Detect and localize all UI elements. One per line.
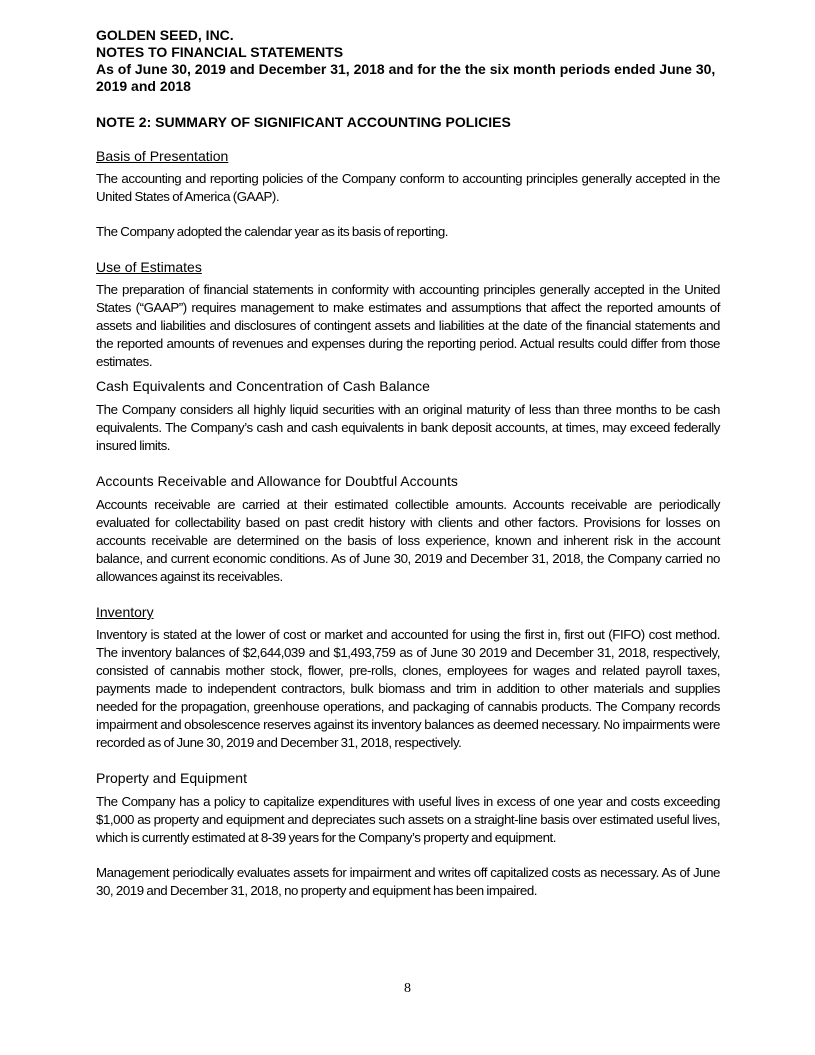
note-title: NOTE 2: SUMMARY OF SIGNIFICANT ACCOUNTING POLICIES [96, 114, 511, 130]
company-name: GOLDEN SEED, INC. [96, 27, 234, 43]
section-heading-estimates: Use of Estimates [96, 259, 202, 275]
section-heading-receivables: Accounts Receivable and Allowance for Doubtful Accounts [96, 473, 458, 489]
paragraph-cash-1: The Company considers all highly liquid securities with an original maturity of less than three months to be cash equivalents. The Company’s cash and cash equivalents in bank deposit accounts, at times, may exceed federally insured limits. [96, 402, 720, 453]
paragraph-receivables-1: Accounts receivable are carried at their estimated collectible amounts. Accounts receivable are periodically evaluated for collectability based on past credit history with clients and other factors. Provisions for losses on accounts receivable are determined on the basis of loss experience, known and inherent risk in the account balance, and current economic conditions. As of June 30, 2019 and December 31, 2018, the Company carried no allowances against its receivables. [96, 497, 720, 584]
section-heading-cash: Cash Equivalents and Concentration of Cash Balance [96, 378, 430, 394]
paragraph-inventory-1: Inventory is stated at the lower of cost or market and accounted for using the first in, first out (FIFO) cost method. The inventory balances of $2,644,039 and $1,493,759 as of June 30 2019 and December 31, 2018, respectively, consisted of cannabis mother stock, flower, pre-rolls, clones, employees for wages and related payroll taxes, payments made to independent contractors, bulk biomass and trim in addition to other materials and supplies needed for the propagation, greenhouse operations, and packaging of cannabis products. The Company records impairment and obsolescence reserves against its inventory balances as deemed necessary. No impairments were recorded as of June 30, 2019 and December 31, 2018, respectively. [96, 627, 720, 750]
document-title: NOTES TO FINANCIAL STATEMENTS [96, 44, 344, 60]
page-number: 8 [404, 981, 411, 996]
paragraph-property-2: Management periodically evaluates assets for impairment and writes off capitalized costs as necessary. As of June 30, 2019 and December 31, 2018, no property and equipment has been impaired. [96, 865, 720, 898]
paragraph-property-1: The Company has a policy to capitalize expenditures with useful lives in excess of one year and costs exceeding $1,000 as property and equipment and depreciates such assets on a straight-line basis over estimated useful lives, which is currently estimated at 8-39 years for the Company’s property and equipment. [96, 794, 720, 845]
section-heading-basis: Basis of Presentation [96, 148, 229, 164]
paragraph-estimates-1: The preparation of financial statements in conformity with accounting principles generally accepted in the United States (“GAAP”) requires management to make estimates and assumptions that affect the reported amounts of assets and liabilities and disclosures of contingent assets and liabilities at the date of the financial statements and the reported amounts of revenues and expenses during the reporting period. Actual results could differ from those estimates. [96, 282, 720, 369]
document-page [96, 27, 720, 900]
section-heading-property: Property and Equipment [96, 770, 247, 786]
paragraph-basis-1: The accounting and reporting policies of the Company conform to accounting principles generally accepted in the United States of America (GAAP). [96, 171, 720, 204]
period-line: As of June 30, 2019 and December 31, 2018 and for the the six month periods ended June 30, 2019 and 2018 [96, 61, 716, 94]
paragraph-basis-2: The Company adopted the calendar year as its basis of reporting. [96, 224, 449, 239]
section-heading-inventory: Inventory [96, 604, 154, 620]
